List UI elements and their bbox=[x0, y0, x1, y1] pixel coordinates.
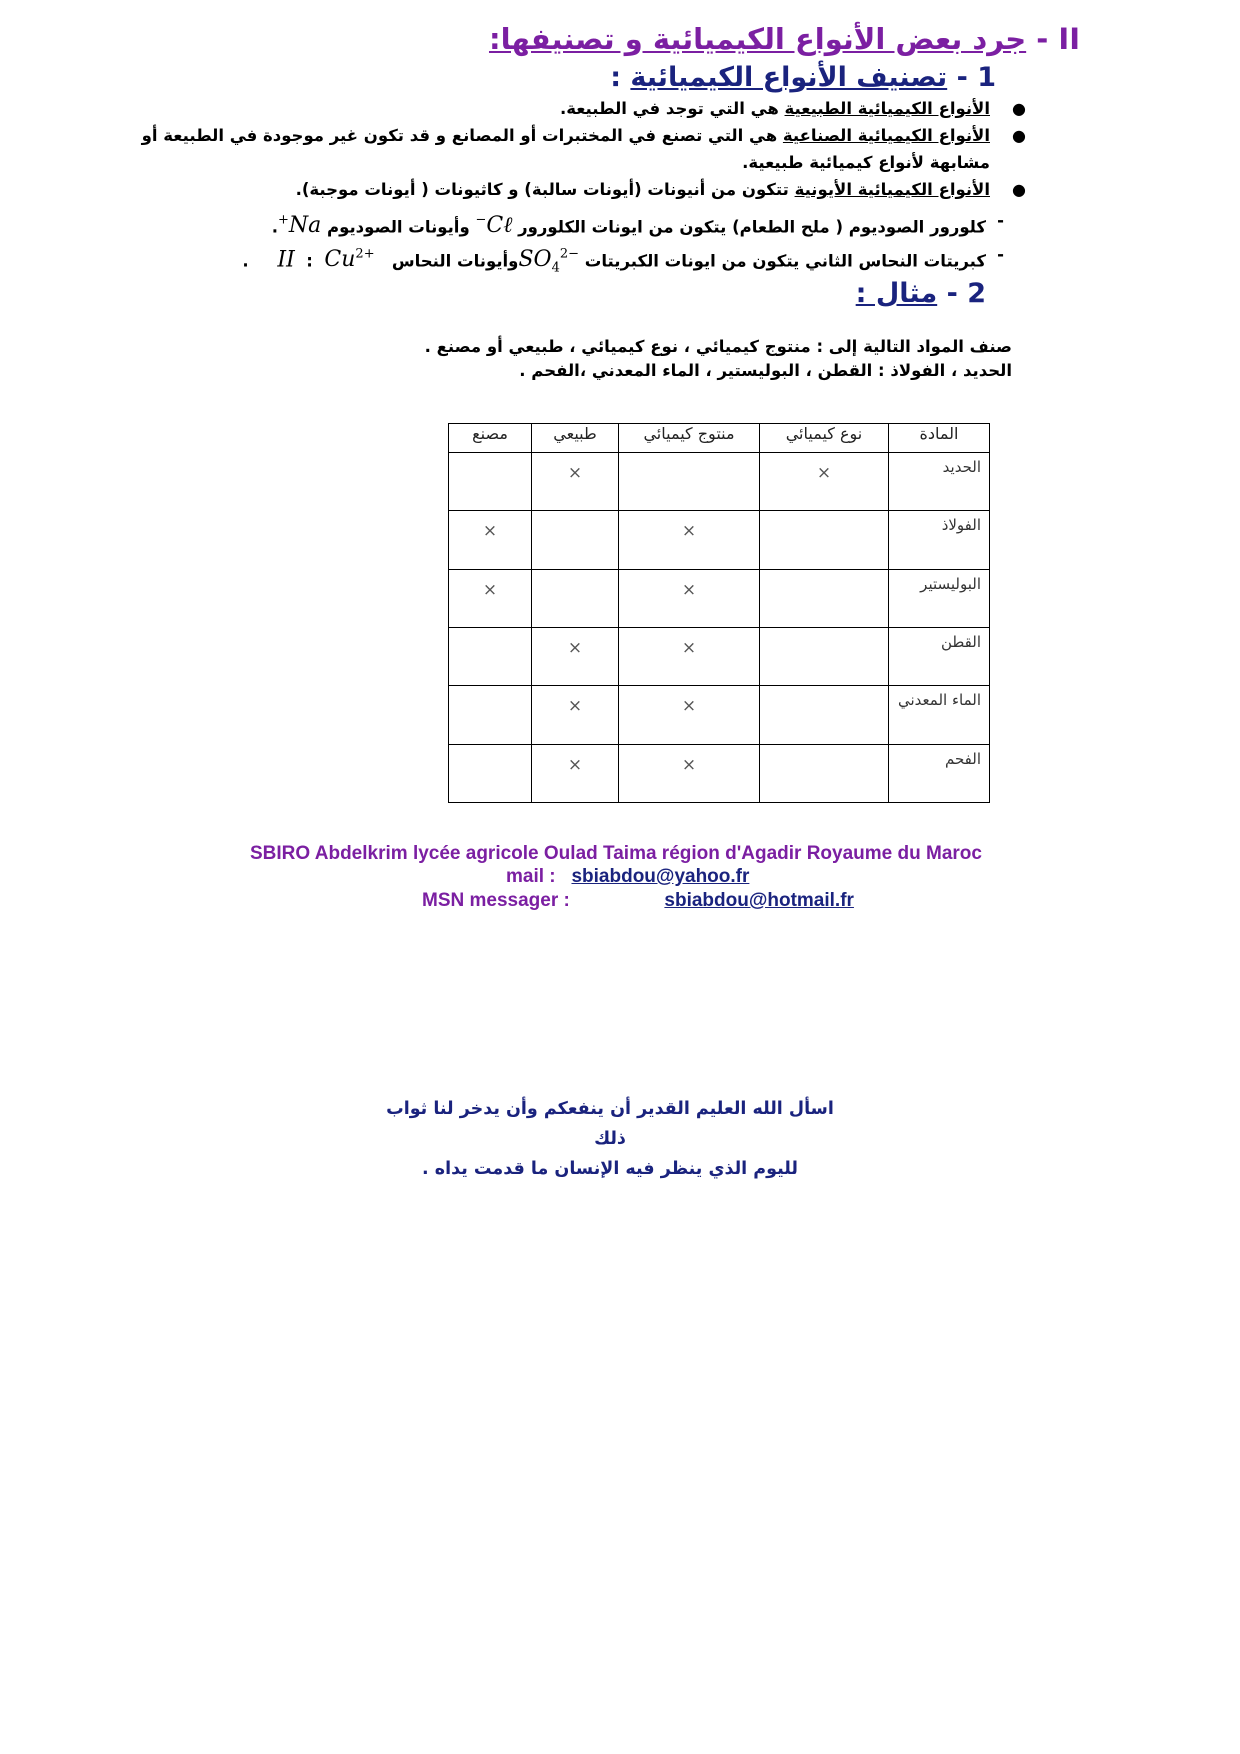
bullet-term: الأنواع الكيميائية الأيونية bbox=[794, 180, 990, 199]
table-row bbox=[449, 744, 990, 802]
msn-label: MSN messager : bbox=[422, 890, 570, 911]
header-natural: طبيعي bbox=[532, 424, 619, 453]
mark-cell: × bbox=[532, 453, 619, 511]
copper-ion: $Cu^{2+}$ bbox=[324, 247, 375, 273]
sulfate-ion: $SO_4^{2-}$ bbox=[518, 247, 580, 276]
mark-cell: × bbox=[619, 569, 760, 627]
mail-label: mail : bbox=[506, 866, 556, 887]
subsection-1-heading: تصنيف الأنواع الكيميائية bbox=[630, 62, 948, 93]
example-colon: : bbox=[306, 251, 313, 271]
bullet-text: هي التي تصنع في المختبرات أو المصانع و قد تكون غير موجودة في الطبيعة أو مشابهة لأنواع كيميائية طبيعية. bbox=[141, 126, 990, 172]
exercise-instruction: صنف المواد التالية إلى : منتوج كيميائي ، نوع كيميائي ، طبيعي أو مصنع . bbox=[424, 337, 1012, 356]
subsection-1-colon: : bbox=[610, 62, 621, 93]
exercise-materials: الحديد ، الفولاذ : القطن ، البوليستير ، الماء المعدني ،الفحم . bbox=[519, 361, 1012, 380]
table-row bbox=[449, 453, 990, 511]
subsection-1-title bbox=[610, 62, 996, 93]
example-end: . bbox=[242, 251, 249, 271]
bullet-text: هي التي توجد في الطبيعة. bbox=[559, 99, 785, 118]
msn-link[interactable]: sbiabdou@hotmail.fr bbox=[664, 890, 854, 911]
table-row bbox=[449, 511, 990, 569]
subsection-2-title bbox=[856, 278, 986, 309]
list-item bbox=[130, 122, 1026, 176]
mark-cell bbox=[760, 627, 889, 685]
prayer-line-1: اسأل الله العليم القدير أن ينفعكم وأن يدخر لنا ثواب ذلك bbox=[386, 1099, 834, 1149]
example-sodium-chloride bbox=[271, 206, 1004, 242]
header-chemical-species: نوع كيميائي bbox=[760, 424, 889, 453]
bullet-icon: ● bbox=[1012, 126, 1026, 145]
mark-cell: × bbox=[619, 627, 760, 685]
material-name: الفحم bbox=[889, 744, 990, 802]
list-item bbox=[130, 176, 1026, 203]
mark-cell: × bbox=[449, 569, 532, 627]
mail-link[interactable]: sbiabdou@yahoo.fr bbox=[571, 866, 750, 887]
subsection-1-number: 1 - bbox=[956, 62, 996, 93]
mark-cell: × bbox=[532, 686, 619, 744]
mark-cell bbox=[760, 511, 889, 569]
mail-line bbox=[506, 865, 749, 888]
mark-cell bbox=[449, 686, 532, 744]
author-line: SBIRO Abdelkrim lycée agricole Oulad Taima région d'Agadir Royaume du Maroc bbox=[250, 843, 982, 864]
example-text: كبريتات النحاس الثاني يتكون من ايونات الكبريتات bbox=[584, 251, 986, 271]
mark-cell: × bbox=[532, 744, 619, 802]
mark-cell bbox=[532, 511, 619, 569]
section-heading: جرد بعض الأنواع الكيميائية و تصنيفها: bbox=[488, 22, 1027, 56]
mark-cell: × bbox=[619, 511, 760, 569]
bullet-term: الأنواع الكيميائية الصناعية bbox=[782, 126, 990, 145]
dash-icon: - bbox=[997, 245, 1004, 264]
section-title bbox=[489, 22, 1080, 56]
mark-cell bbox=[532, 569, 619, 627]
example-text: كلورور الصوديوم ( ملح الطعام) يتكون من ايونات الكلورور bbox=[518, 217, 986, 237]
header-material: المادة bbox=[889, 424, 990, 453]
table-header-row bbox=[449, 424, 990, 453]
bullet-text: تتكون من أنيونات (أيونات سالبة) و كاثيونات ( أيونات موجبة). bbox=[295, 180, 795, 199]
mark-cell: × bbox=[619, 744, 760, 802]
bullet-icon: ● bbox=[1012, 99, 1026, 118]
material-name: البوليستير bbox=[889, 569, 990, 627]
sodium-ion: Na+ bbox=[277, 213, 322, 239]
mark-cell bbox=[449, 627, 532, 685]
material-name: الحديد bbox=[889, 453, 990, 511]
bullet-icon: ● bbox=[1012, 180, 1026, 199]
chloride-ion: Cℓ− bbox=[475, 213, 513, 239]
example-mid-text: وأيونات الصوديوم bbox=[327, 217, 470, 237]
msn-line bbox=[422, 889, 854, 912]
mark-cell: × bbox=[760, 453, 889, 511]
mark-cell bbox=[760, 744, 889, 802]
table-row bbox=[449, 627, 990, 685]
example-end: . bbox=[271, 217, 278, 237]
classification-table bbox=[448, 423, 990, 803]
mark-cell bbox=[619, 453, 760, 511]
closing-prayer bbox=[380, 1094, 840, 1184]
table-row bbox=[449, 569, 990, 627]
mark-cell bbox=[760, 686, 889, 744]
mark-cell bbox=[449, 744, 532, 802]
mark-cell: × bbox=[532, 627, 619, 685]
subsection-2-heading: مثال : bbox=[855, 278, 938, 309]
section-number: II - bbox=[1036, 22, 1080, 56]
subsection-2-number: 2 - bbox=[946, 278, 986, 309]
material-name: الفولاذ bbox=[889, 511, 990, 569]
prayer-line-2: لليوم الذي ينظر فيه الإنسان ما قدمت يداه . bbox=[422, 1159, 798, 1179]
material-name: القطن bbox=[889, 627, 990, 685]
example-mid-text: وأيونات النحاس bbox=[391, 251, 519, 271]
mark-cell bbox=[760, 569, 889, 627]
material-name: الماء المعدني bbox=[889, 686, 990, 744]
mark-cell: × bbox=[619, 686, 760, 744]
roman-numeral: II bbox=[277, 247, 295, 273]
header-chemical-product: منتوج كيميائي bbox=[619, 424, 760, 453]
mark-cell bbox=[449, 453, 532, 511]
header-manufactured: مصنع bbox=[449, 424, 532, 453]
bullet-term: الأنواع الكيميائية الطبيعية bbox=[784, 99, 990, 118]
dash-icon: - bbox=[997, 211, 1004, 230]
mark-cell: × bbox=[449, 511, 532, 569]
list-item bbox=[130, 95, 1026, 122]
table-row bbox=[449, 686, 990, 744]
